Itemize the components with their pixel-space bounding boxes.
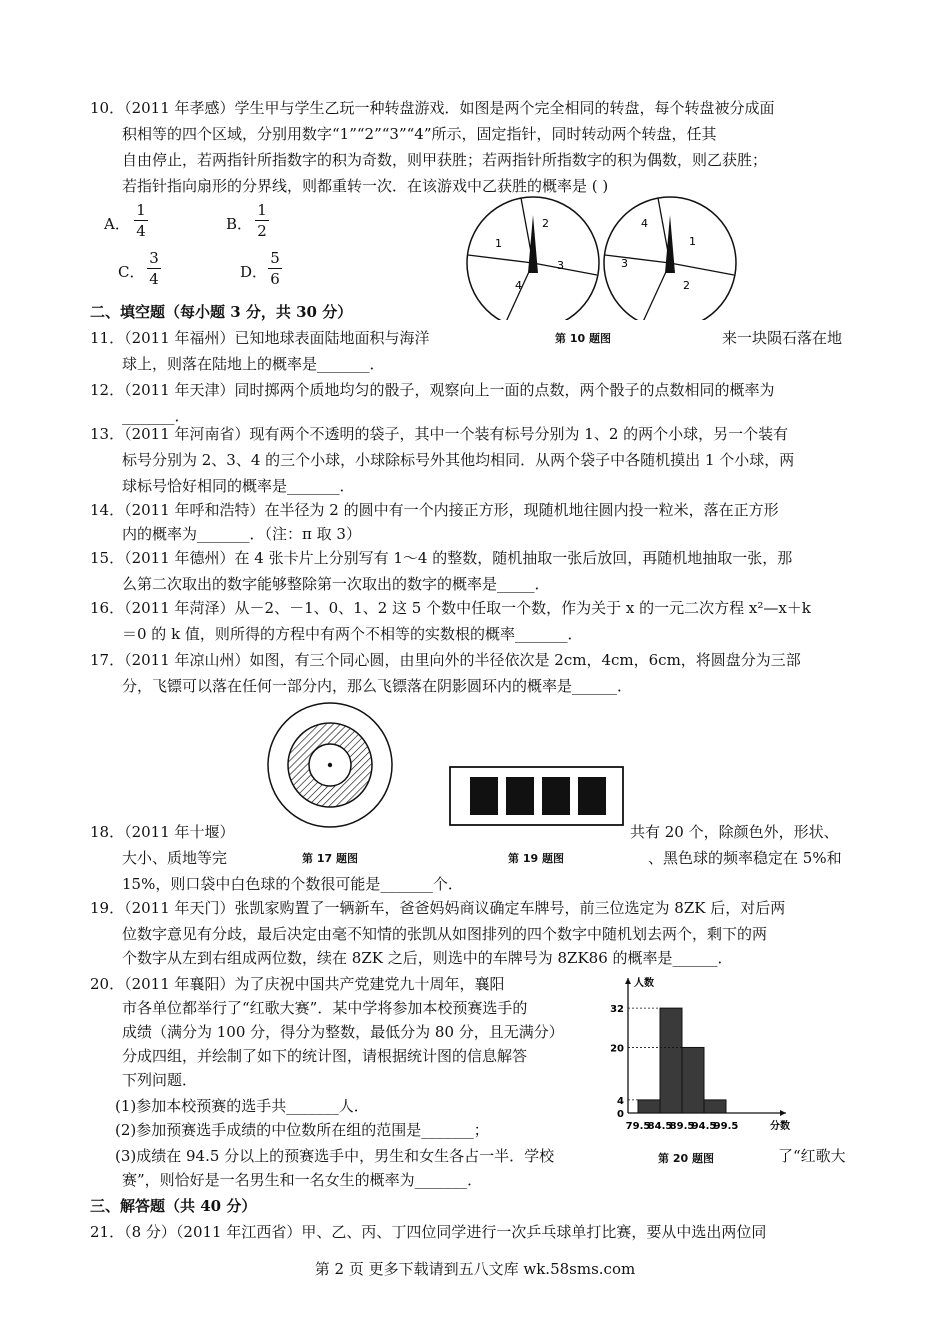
spinner-right-label: 1 — [689, 235, 696, 248]
q14-line-2: 内的概率为_______．（注：π 取 3） — [122, 525, 361, 543]
q10-line-2: 积相等的四个区域，分别用数字“1”“2”“3”“4”所示，固定指针，同时转动两个转盘，任其 — [122, 125, 717, 143]
option-d-label: D． — [240, 263, 268, 281]
q18-line-2a: 大小、质地等完 — [122, 849, 228, 867]
spinner-left — [467, 197, 599, 329]
q10-line-4: 若指针指向扇形的分界线，则都重转一次．在该游戏中乙获胜的概率是 ( ) — [122, 177, 609, 195]
q16-line-2: ＝0 的 k 值，则所得的方程中有两个不相等的实数根的概率_______． — [122, 625, 583, 643]
x-axis-label: 分数 — [770, 1121, 790, 1132]
q19-line-2: 位数字意见有分歧，最后决定由毫不知情的张凯从如图排列的四个数字中随机划去两个，剩下的两 — [122, 925, 768, 943]
number-card — [506, 777, 534, 815]
y-tick-label: 32 — [610, 1004, 624, 1016]
q18-line-1b: 共有 20 个，除颜色外，形状、 — [630, 823, 839, 841]
page-footer: 第 2 页 更多下载请到五八文库 wk.58sms.com — [314, 1260, 636, 1278]
option-a-denominator: 4 — [136, 222, 146, 240]
q19-figure-caption: 第 19 题图 — [508, 852, 564, 865]
spinner-left-label: 2 — [542, 217, 549, 230]
y-axis-arrow-icon — [625, 978, 631, 984]
q21-line-1: 21．（8 分）（2011 年江西省）甲、乙、丙、丁四位同学进行一次乒乓球单打比赛，要从中选出两位同 — [90, 1223, 767, 1241]
q10-line-3: 自由停止，若两指针所指数字的积为奇数，则甲获胜；若两指针所指数字的积为偶数，则乙获胜； — [122, 151, 768, 169]
q20-sub-3b: 了“红歌大 — [778, 1147, 846, 1165]
q11-line-1a: 11．（2011 年福州）已知地球表面陆地面积与海洋 — [90, 329, 430, 347]
option-a-label: A． — [104, 215, 130, 233]
x-tick-label: 94.5 — [691, 1121, 717, 1132]
x-tick-label: 99.5 — [713, 1121, 739, 1132]
q20-sub-1: (1)参加本校预赛的选手共_______人． — [115, 1097, 369, 1115]
option-b-fraction — [255, 201, 269, 240]
spinner-left-label: 1 — [495, 237, 502, 250]
option-a-fraction — [134, 201, 148, 240]
spinner-right — [604, 197, 736, 329]
spinner-left-label: 4 — [515, 279, 522, 292]
q13-line-2: 标号分别为 2、3、4 的三个小球，小球除标号外其他均相同．从两个袋子中各随机摸出 1 个小球，两 — [122, 451, 795, 469]
number-card — [542, 777, 570, 815]
q20-sub-4: 赛”，则恰好是一名男生和一名女生的概率为_______． — [122, 1171, 483, 1189]
center-dot — [328, 763, 332, 767]
number-card — [470, 777, 498, 815]
q20-sub-2: (2)参加预赛选手成绩的中位数所在组的范围是_______； — [115, 1121, 489, 1139]
option-b-denominator: 2 — [257, 222, 267, 240]
q12-line-1: 12．（2011 年天津）同时掷两个质地均匀的骰子，观察向上一面的点数，两个骰子的点数相同的概率为 — [90, 381, 775, 399]
histogram-bar — [682, 1047, 704, 1113]
histogram-bar — [660, 1008, 682, 1113]
spinner-right-label: 4 — [641, 217, 648, 230]
q17-figure — [258, 700, 408, 850]
histogram-bar — [638, 1100, 660, 1113]
q16-line-1: 16．（2011 年菏泽）从－2、－1、0、1、2 这 5 个数中任取一个数，作为关于 x 的一元二次方程 x²—x＋k — [90, 599, 811, 617]
spinner-right-label: 3 — [621, 257, 628, 270]
q20-figure-caption: 第 20 题图 — [658, 1152, 714, 1165]
y-tick-label: 20 — [610, 1043, 624, 1055]
x-tick-label: 84.5 — [647, 1121, 673, 1132]
q18-line-2b: 、黑色球的频率稳定在 5%和 — [648, 849, 842, 867]
x-axis-arrow-icon — [780, 1110, 786, 1116]
option-d-numerator: 5 — [270, 249, 280, 267]
q17-line-2: 分，飞镖可以落在任何一部分内，那么飞镖落在阴影圆环内的概率是______． — [122, 677, 633, 695]
q20-line-4: 分成四组，并绘制了如下的统计图，请根据统计图的信息解答 — [122, 1047, 528, 1065]
option-c-denominator: 4 — [149, 270, 159, 288]
section-3-heading: 三、解答题（共 40 分） — [90, 1197, 257, 1215]
option-c-numerator: 3 — [149, 249, 159, 267]
q15-line-1: 15．（2011 年德州）在 4 张卡片上分别写有 1～4 的整数，随机抽取一张后放回，再随机地抽取一张，那 — [90, 549, 793, 567]
q17-line-1: 17．（2011 年凉山州）如图，有三个同心圆，由里向外的半径依次是 2cm，4cm，6cm，将圆盘分为三部 — [90, 651, 801, 669]
q18-line-1a: 18．（2011 年十堰） — [90, 823, 235, 841]
option-c-label: C． — [118, 263, 145, 281]
number-card — [578, 777, 606, 815]
q10-line-1: 10．（2011 年孝感）学生甲与学生乙玩一种转盘游戏．如图是两个完全相同的转盘，每个转盘被分成面 — [90, 99, 775, 117]
option-b-numerator: 1 — [257, 201, 267, 219]
q18-line-3: 15%，则口袋中白色球的个数很可能是_______个． — [122, 875, 463, 893]
q20-line-2: 市各单位都举行了“红歌大赛”．某中学将参加本校预赛选手的 — [122, 999, 528, 1017]
histogram-bar — [704, 1100, 726, 1113]
y-tick-label: 4 — [617, 1095, 624, 1107]
section-2-heading: 二、填空题（每小题 3 分，共 30 分） — [90, 303, 353, 321]
q20-line-5: 下列问题． — [122, 1071, 198, 1089]
q11-line-2: 球上，则落在陆地上的概率是_______． — [122, 355, 385, 373]
q14-line-1: 14．（2011 年呼和浩特）在半径为 2 的圆中有一个内接正方形，现随机地往圆内投一粒米，落在正方形 — [90, 501, 779, 519]
q20-histogram — [600, 968, 800, 1140]
option-d-denominator: 6 — [270, 270, 280, 288]
option-a-numerator: 1 — [136, 201, 146, 219]
x-tick-label: 79.5 — [625, 1121, 651, 1132]
q13-line-1: 13．（2011 年河南省）现有两个不透明的袋子，其中一个装有标号分别为 1、2 的两个小球，另一个装有 — [90, 425, 789, 443]
x-tick-label: 89.5 — [669, 1121, 695, 1132]
y-axis-label: 人数 — [634, 978, 654, 989]
q19-line-1: 19．（2011 年天门）张凯家购置了一辆新车，爸爸妈妈商议确定车牌号，前三位选定为 8ZK 后，对后两 — [90, 899, 786, 917]
spinner-left-label: 3 — [557, 259, 564, 272]
option-d-fraction — [268, 249, 282, 288]
q12-line-2: _______． — [122, 407, 190, 425]
q20-line-1: 20．（2011 年襄阳）为了庆祝中国共产党建党九十周年，襄阳 — [90, 975, 505, 993]
q20-sub-3a: (3)成绩在 94.5 分以上的预赛选手中，男生和女生各占一半．学校 — [115, 1147, 555, 1165]
q17-figure-caption: 第 17 题图 — [302, 852, 358, 865]
q15-line-2: 么第二次取出的数字能够整除第一次取出的数字的概率是_____． — [122, 575, 550, 593]
option-b-label: B． — [226, 215, 253, 233]
spinner-right-label: 2 — [683, 279, 690, 292]
y-tick-label: 0 — [617, 1109, 624, 1120]
q13-line-3: 球标号恰好相同的概率是_______． — [122, 477, 355, 495]
q19-figure — [448, 765, 628, 830]
option-c-fraction — [147, 249, 161, 288]
q20-line-3: 成绩（满分为 100 分，得分为整数，最低分为 80 分，且无满分） — [122, 1023, 564, 1041]
q10-figure-caption: 第 10 题图 — [555, 332, 611, 345]
q19-line-3: 个数字从左到右组成两位数，续在 8ZK 之后，则选中的车牌号为 8ZK86 的概率是______． — [122, 949, 733, 967]
q11-line-1b: 来一块陨石落在地 — [722, 329, 843, 347]
